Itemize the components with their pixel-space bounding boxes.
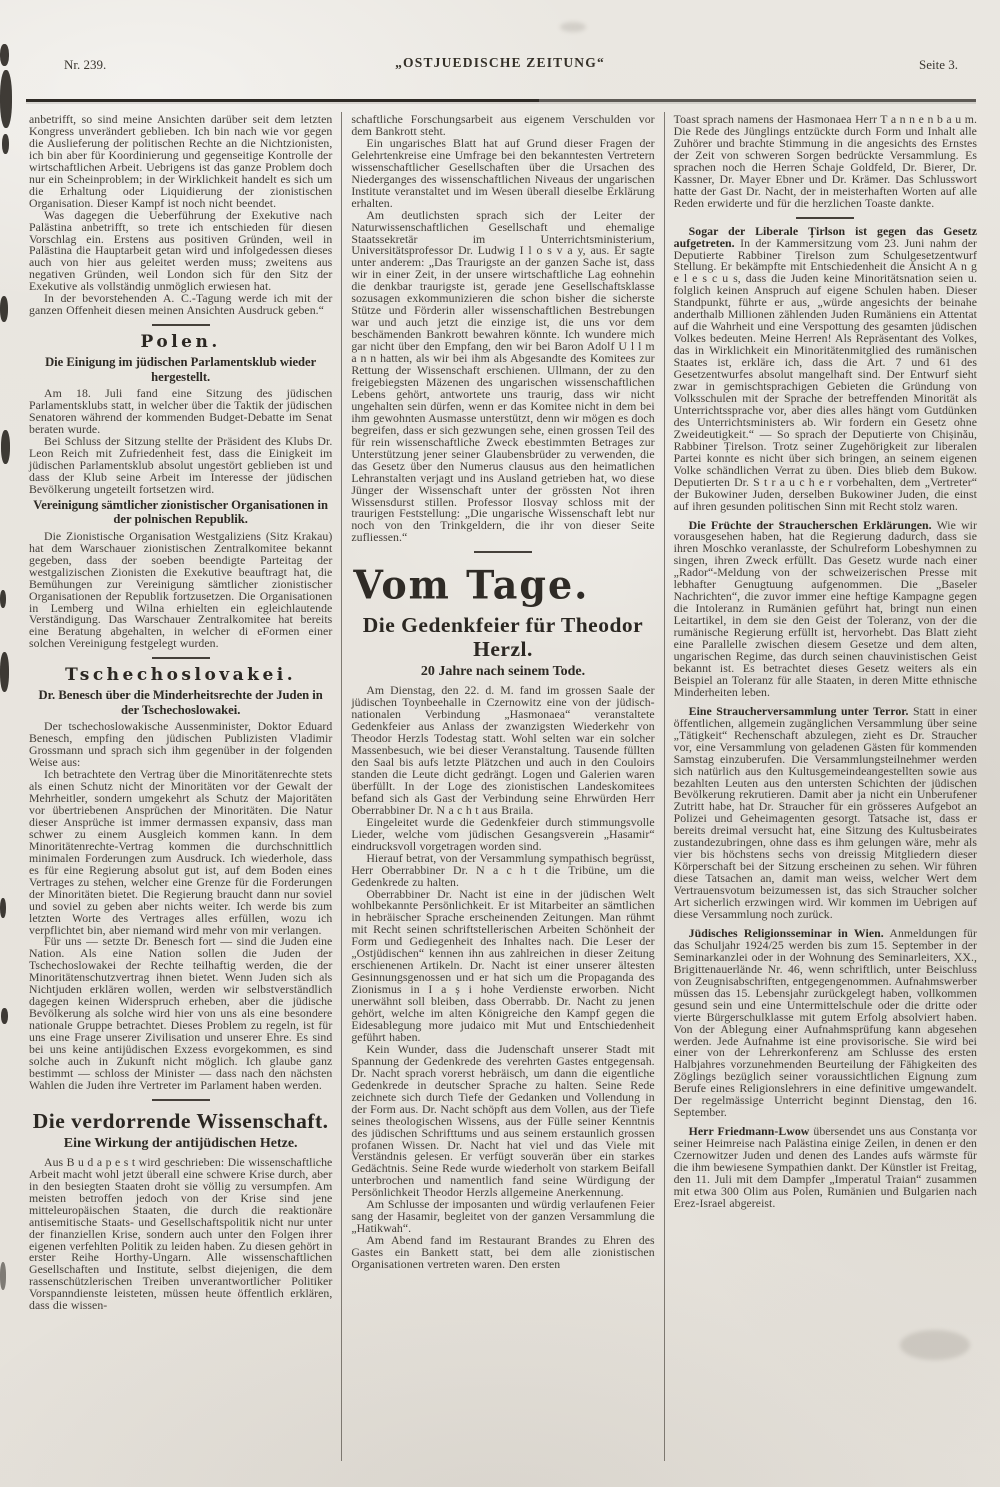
paragraph: Für uns — setzte Dr. Benesch fort — sind die Juden eine Nation. Als eine Nation sollen die Juden der Tschechoslowakei der Rechte teilhaftig werden, die der Minoritätenschutzvertrag ihnen bietet. Wenn Juden sich als Nichtjuden erklären wollen, werden wir selbstverständlich dagegen keinen Widerspruch erheben, aber die jüdische Bevölkerung als solche wird hier von uns als eine besondere nationale Gruppe betrachtet. Dieses Problem zu regeln, ist für uns eine Frage unserer Zivilisation und unserer Ehre. Es sind bei uns keine antijüdischen Exzess evorgekommen, es sind solche auch in Zukunft nicht möglich. Ich glaube ganz bestimmt — schloss der Minister — dass nach den nächsten Wahlen die Juden ihre Vertreter im Parlament haben werden. xyxy=(29,934,333,1092)
section-display-heading: Vom Tage. xyxy=(353,561,590,609)
article-subhead: Dr. Benesch über die Minderheitsrechte der Juden in der Tschechoslowakei. xyxy=(38,688,323,717)
news-item xyxy=(673,703,977,921)
news-item xyxy=(673,517,977,699)
news-item-text: Anmeldungen für das Schuljahr 1924/25 werden bis zum 15. September in der Seminarkanzlei oder in der Wohnung des Seminarleiters, XX., Brigittenauerlände Nr. 46, wenn schriftlich, unter Beischluss von Zeugnisabschriften, entgegengenommen. Aufnahmswerber müssen das 15. Lebensjahr zurückgelegt haben, vollkommen gesund sein und eine Untermittelschule oder die dritte oder vierte Bürgerschulklasse mit gutem Erfolg absolviert haben. Von der Ablegung einer Aufnahmsprüfung kann abgesehen werden. Jede Aufnahme ist eine provisorische. Sie wird bei einer von der Lehrerkonferenz am Schlusse des ersten Halbjahres vorzunehmenden Beurteilung der Fähigkeiten des Zöglings bezüglich seiner voraussichtlichen Eignung zum Berufe eines Religionslehrers in eine definitive umgewandelt. Der regelmässige Unterricht beginnt Dienstag, den 16. September. xyxy=(673,925,977,1120)
paragraph: Toast sprach namens der Hasmonaea Herr T a n n e n b a u m. Die Rede des Jünglings entzückte durch Form und Inhalt alle Zuhörer und brachte Stimmung in die angesichts des Ernstes der Zeit von schweren Sorgen bedrückte Versammlung. Es sprachen noch die Herren Schaje Goldfeld, Dr. Bierer, Dr. Kassner, Dr. Mayer Ebner und Dr. Krämer. Das Schlusswort hatte der Gast Dr. Nacht, der in meisterhaften Worten auf alle Reden erwiderte und für die herzlichen Toaste dankte. xyxy=(673,112,977,210)
scan-artifact xyxy=(2,134,9,154)
section-heading: Tschechoslovakei. xyxy=(65,665,297,686)
scan-artifact xyxy=(0,652,9,692)
issue-number: Nr. 239. xyxy=(64,57,107,72)
news-item-text: Wie wir vorausgesehen haben, hat die Regierung dadurch, dass sie ihren Moschko veranlasste, der Schulreform Lobeshymnen zu singen, ihren Zweck erfüllt. Das Gesetz wurde nach einer „Rador“-Meldung von der schweizerischen Presse mit lebhafter Genugtuung aufgenommen. Die „Baseler Nachrichten“, die zuvor immer eine heftige Kampagne gegen die Intoleranz in Rumänien geführt hat, bringt nun einen Leitartikel, in dem sie den Geist der Toleranz, von der die rumänische Regierung erfüllt ist, hervorhebt. Das Blatt zieht eine Parallelle zwischen diesem Gesetze und dem alten, ungarischen Regime, das durch seinen chauvinistischen Geist bekannt ist. Es betrachtet dieses Gesetz weiters als ein Beispiel an Toleranz für alle Staaten, in deren Mitte ethnische Minderheiten leben. xyxy=(673,517,977,699)
news-item-lead: Eine Straucherversammlung unter Terror. xyxy=(688,703,909,718)
paragraph: Am deutlichsten sprach sich der Leiter der Naturwissenschaftlichen Gesellschaft und ehemalige Staatssekretär im Unterrichtsministerium, Universitätsprofessor Dr. Ludwig I l o s v a y, aus. Er sagte unter anderem: „Das Traurigste an der ganzen Sache ist, dass wir in einer Zeit, in der unsere wirtschaftliche Lag eohnehin die denkbar traurigste ist, gerade jene Gesellschaftsklasse sozusagen exkommunizieren die schon bisher die sicherste Stütze und Förderin aller wissenschaftlichen Bestrebungen war und auch jetzt die einzige ist, die uns vor dem beschämenden Bankrott bewahren könnte. Ich wundere mich gar nicht über den Empfang, den wir bei Baron Adolf U l l m a n n hatten, als wir bei ihm als Abgesandte des Komitees zur Rettung der Wissenschaft erschienen. Ullmann, der zu den freigebiegsten Mäzenen des ungarischen wissenschaftlichen Lebens gehört, antwortete uns traurig, dass wir nicht ungehalten sein dürfen, wenn er das Komitee nicht in dem bei ihm gewohnten Ausmasse unterstützt, denn wir mögen es doch begreifen, dass er sich gezwungen sehe, einen grossen Teil des für rein wissenschaftliche Zweck ebestimmten Betrages zur Unterstützung jener seiner Glaubensbrüder zu verwenden, die das Gesetz über den Numerus clausus aus den heimatlichen Lehranstalten verjagt und ins Ausland getrieben hat, wo diese Jünger der Wissenschaft unter der grössten Not ihren Wissensdurst stillen. Professor Ilosvay schloss mit der traurigen Feststellung: „Die ungarische Wissenschaft lebt nur noch von den Trinkgeldern, die ihr von dieser Seite zufliessen.“ xyxy=(351,207,655,545)
section-divider xyxy=(474,551,532,553)
scan-artifact xyxy=(0,1262,6,1290)
article-subhead: Die Einigung im jüdischen Parlamentsklub wieder hergestellt. xyxy=(45,355,317,384)
paragraph: Was dagegen die Ueberführung der Exekutive nach Palästina anbetrifft, so trete ich entschieden für diesen Vorschlag ein. Erstens aus positiven Gründen, weil in Palästina die Hauptarbeit getan wird und infolgedessen dieses auch von hier aus geleitet werden muss; zweitens aus negativen Gründen, weil London sich für den Sitz der Exekutive als vollständig unmöglich erwiesen hat. xyxy=(29,207,333,294)
columns-container xyxy=(20,112,986,1459)
paragraph: Der tschechoslowakische Aussenminister, Doktor Eduard Benesch, empfing den jüdischen Publizisten Vladimir Grossmann und sprach sich ihm gegenüber in der folgenden Weise aus: xyxy=(29,719,333,770)
article-subhead: Vereinigung sämtlicher zionistischer Organisationen in der polnischen Republik. xyxy=(33,497,329,527)
news-item-lead: Herr Friedmann-Lwow xyxy=(688,1124,810,1139)
news-item xyxy=(674,1126,977,1210)
paragraph: Ich betrachtete den Vertrag über die Minoritätenrechte stets als einen Schutz nicht der Minoritäten vor der Gewalt der Mehrheitler, sondern umgekehrt als Schutz der Majoritäten vor übertriebenen Ansprüchen der Minoritäten. Die Natur dieser Ansprüche ist immer dermassen expansiv, dass man schwer zu einem Ausgleich kommen kann. In dem Minoritätenrechte-Vertrag kommen die durchschnittlich minimalen Forderungen zum Ausdruck. Ich wiederhole, dass es für eine Regierung absolut gut ist, auf dem Boden eines Vertrages zu stehen, welcher eine Grenze für die Forderungen der Minoritäten bietet. Die Regierung braucht dann nur soviel und soviel zu geben aber nichts weiter. Ich werde bis zum letzten Worte des Vertrages alles erfüllen, wozu ich verpflichtet bin, aber niemand wird mehr von mir verlangen. xyxy=(29,767,333,937)
scan-artifact xyxy=(0,44,9,66)
scan-artifact xyxy=(1,1008,8,1024)
page-header xyxy=(0,0,1000,83)
news-item xyxy=(673,223,977,513)
newspaper-column-3 xyxy=(664,112,986,1461)
scan-artifact xyxy=(0,898,6,918)
paragraph: Ein ungarisches Blatt hat auf Grund dieser Fragen der Gelehrtenkreise eine Umfrage bei den bekanntesten Vertretern wissenschaftlicher Gesellschaften über die Ursachen des Niederganges des wissenschaftlichen Niveaus der ungarischen Institute veranstaltet und im Wesen überall dieselbe Erklärung erhalten. xyxy=(351,135,655,210)
article-headline: Die verdorrende Wissenschaft. xyxy=(32,1108,329,1133)
newspaper-column-1 xyxy=(20,112,341,1461)
news-item-text: In der Kammersitzung vom 23. Juni nahm der Deputierte Rabbiner Țirelson zum Schulgesetzentwurf Stellung. Er bekämpfte mit Entschiedenheit die Ansicht A n g e l e s c u s, dass die Juden keine Minoritätsnation seien u. folglich keinen Anspruch auf eigene Schulen haben. Dieser Standpunkt, führte er aus, „würde angesichts der beinahe anderthalb Millionen zählenden Juden Rumäniens ein Attentat auf die Wahrheit und eine Verspottung des gesamten jüdischen Volkes bedeuten. Meine Herren! Als Repräsentant des Volkes, das in Wirklichkeit ein Minoritätenmitglied des rumänischen Staates ist, erkläre ich, dass die Art. 7 und 61 des Gesetzentwurfes absolut mangelhaft sind. Der Entwurf sieht zwar in gemischtsprachigen Gebieten die Gründung von Volksschulen mit der Sprache der betreffenden Minorität als Unterrichtssprache vor, aber dies alles hängt vom Gutdünken des Unterrichtsministers ab. Wir fordern ein Gesetz ohne Zweideutigkeit.“ — So sprach der Deputierte von Chișinău, Rabbiner Țirelson. Trotz seiner Zugehörigkeit zur liberalen Partei konnte es nicht über sich bringen, an seinem eigenen Volke schändlichen Verrat zu üben. Dies blieb dem Bukow. Deputierten Dr. S t r a u c h e r vorbehalten, dem „Vertreter“ der Bukowiner Juden, derselben Bukowiner Juden, die einst auf ihren gesunden politischen Sinn mit Recht stolz waren. xyxy=(673,235,977,513)
paragraph: Am Abend fand im Restaurant Brandes zu Ehren des Gastes ein Bankett statt, bei dem alle zionistischen Organisationen vertreten waren. Den ersten xyxy=(351,1233,655,1272)
paragraph: schaftliche Forschungsarbeit aus eigenem Verschulden vor dem Bankrott steht. xyxy=(351,112,655,138)
section-heading: Polen. xyxy=(140,332,221,353)
newspaper-column-2 xyxy=(341,112,663,1461)
news-item-lead: Sogar der Liberale Țirlson ist gegen das Gesetz aufgetreten. xyxy=(673,223,977,250)
header-rule xyxy=(26,99,976,102)
paragraph: Aus B u d a p e s t wird geschrieben: Die wissenschaftliche Arbeit macht wohl jetzt überall eine schwere Krise durch, aber in den besiegten Staaten droht sie völlig zu versumpfen. Am meisten betroffen jedoch von der Krise sind jene mitteleuropäischen Staaten, die durch die reaktionäre antisemitische Staats- und Gesellschaftspolitik nicht nur unter der finanziellen Krise, sondern auch unter den Folgen ihrer eigenen verfehlten Politik zu leiden haben. Zu diesen gehört in erster Reihe Horthy-Ungarn. Alle wissenschaftlichen Gesellschaften und Institute, selbst diejenigen, die dem rassenschützlerischen Treiben unverantwortlicher Politiker Vorspanndienste leisteten, müssen heute öffentlich erklären, dass die wissen- xyxy=(29,1154,333,1313)
scan-artifact xyxy=(0,296,8,322)
section-divider xyxy=(152,324,210,326)
scan-artifact xyxy=(0,590,6,608)
article-subhead: Eine Wirkung der antijüdischen Hetze. xyxy=(63,1135,298,1151)
paragraph: Am Schlusse der imposanten und würdig verlaufenen Feier sang der Hasamir, begleitet von der ganzen Versammlung die „Hatikwah“. xyxy=(351,1197,655,1236)
news-item xyxy=(673,925,977,1120)
paragraph: Bei Schluss der Sitzung stellte der Präsident des Klubs Dr. Leon Reich mit Zufriedenheit fest, dass die Einigkeit im jüdischen Parlamentsklub absolut ungestört geblieben ist und dass der Klub seine Arbeit im Interesse der jüdischen Bevölkerung ungeteilt fortsetzen wird. xyxy=(29,434,333,496)
paragraph: Oberrabbiner Dr. Nacht ist eine in der jüdischen Welt wohlbekannte Persönlichkeit. Er ist Mitarbeiter an sämtlichen in hebräischer Sprache erscheinenden Zeitungen. Man rühmt mit Recht seinen schriftstellerischen Arbeiten Schönheit der Form und Gediegenheit des Inhaltes nach. Die Leser der „Ostjüdischen“ kennen ihn aus zahlreichen in dieser Zeitung erschienenen Artikeln. Dr. Nacht ist einer unserer ältesten Gesinnungsgenossen und er hat sich um die Propaganda des Zionismus in I a ș i hohe Verdienste erworben. Nicht unerwähnt soll bleiben, dass Oberrabb. Dr. Nacht zu jenen gehört, welche im alten Königreiche den Kampf gegen die Eidesablegung more judaico mit Mut und Entschiedenheit geführt haben. xyxy=(351,886,655,1044)
news-item-text: übersendet uns aus Constanța vor seiner Heimreise nach Palästina einige Zeilen, in denen er den Czernowitzer Juden und denen des Landes aufs wärmste für die ihm bewiesene Sympathien dankt. Der Künstler ist Freitag, den 11. Juli mit dem Dampfer „Imperatul Traian“ zusammen mit etwa 300 Olim aus Polen, Rumänien und Bulgarien nach Erez-Israel abgereist. xyxy=(673,1124,977,1210)
paragraph: Die Zionistische Organisation Westgaliziens (Sitz Krakau) hat dem Warschauer zionistischen Zentralkomitee bekannt gegeben, dass der soeben beendigte Parteitag der westgalizischen Zionisten die Exekutive beauftragt hat, die Bemühungen zur Vereinigung sämtlicher zionistischer Organisationen der Republik fortzusetzen. Die Organisationen in Lemberg und Wilna erhielten ein egleichlautende Verständigung. Das Warschauer Zentralkomitee hat bereits eine Beratung abgehalten, in welcher di eFormen einer solchen Vereinigung festgelegt wurden. xyxy=(29,528,333,651)
scan-smudge xyxy=(560,22,586,32)
news-item-lead: Jüdisches Religionsseminar in Wien. xyxy=(688,925,884,940)
article-headline: Die Gedenkfeier für Theodor Herzl. xyxy=(362,613,644,662)
section-divider xyxy=(152,657,210,659)
news-item-text: Statt in einer öffentlichen, allgemein zugänglichen Versammlung über seine „Tätigkeit“ Rechenschaft abzulegen, zieht es Dr. Straucher vor, eine Versammlung von geladenen Gästen für kommenden Samstag einzuberufen. Die Versammlungsteilnehmer werden sich natürlich aus den Kultusgemeindeangestellten sowie aus bezahlten Leuten aus den untersten Schichten der jüdischen Bevölkerung rekrutieren. Damit aber ja nicht ein Unberufener Zutritt habe, hat Dr. Straucher für ein grösseres Aufgebot an Polizei und Geheimagenten gesorgt. Tatsache ist, dass er bereits dreimal versucht hat, eine Sitzung des Kultusbeirates zustandezubringen, ohne dass es ihm gelungen wäre, mehr als vier bis höchstens sechs von dreissig Mitgliedern dieser Körperschaft bei der Sitzung erscheinen zu sehen. Wir führen diese Tatsachen an, damit man weiss, welcher Wert dem Vertrauensvotum beizumessen ist, das sich Straucher solcher Art sicherlich erzwingen wird. Wir kommen im Uebrigen auf diese Versammlung noch zurück. xyxy=(673,703,977,921)
paragraph: Eingeleitet wurde die Gedenkfeier durch stimmungsvolle Lieder, welche vom jüdischen Gesangsverein „Hasamir“ eindrucksvoll vorgetragen worden sind. xyxy=(351,814,655,853)
paragraph: Am 18. Juli fand eine Sitzung des jüdischen Parlamentsklubs statt, in welcher über die Taktik der jüdischen Senatoren während der kommenden Budget-Debatte im Senat beraten wurde. xyxy=(29,386,333,437)
section-divider xyxy=(152,1099,210,1101)
scan-artifact xyxy=(0,70,12,128)
masthead-title: „OSTJUEDISCHE ZEITUNG“ xyxy=(395,55,605,70)
paragraph: Am Dienstag, den 22. d. M. fand im grossen Saale der jüdischen Toynbeehalle in Czernowitz eine von der jüdisch-nationalen Verbindung „Hasmonaea“ veranstaltete Gedenkfeier aus Anlass der zwanzigsten Wiederkehr von Theodor Herzls Todestag statt. Wohl selten war ein solcher Massenbesuch, wie bei dieser Veranstaltung. Tausende füllten den Saal bis aufs letzte Plätzchen und auch in den Couloirs standen die Leute dicht gedrängt. Logen und Galerien waren überfüllt. In der Loge des zionistischen Landeskomitees befand sich als Gast der Verbindung seine Ehrwürden Herr Oberrabbiner Dr. N a c h t aus Braila. xyxy=(351,683,655,817)
paragraph: Hierauf betrat, von der Versammlung sympathisch begrüsst, Herr Oberrabbiner Dr. N a c h t die Tribüne, um die Gedenkrede zu halten. xyxy=(351,850,655,889)
paragraph: Kein Wunder, dass die Judenschaft unserer Stadt mit Spannung der Gedenkrede des verehrten Gastes entgegensah. Dr. Nacht sprach vorerst hebräisch, um dann die eigentliche Gedenkrede in deutscher Sprache zu halten. Seine Rede zeichnete sich durch Tiefe der Gedanken und Vollendung in der Form aus. Dr. Nacht schöpft aus dem Vollen, aus der Tiefe seines theologischen Wissens, aus der Fülle seiner Kenntnis des jüdischen Schrifttums und aus seinem erstaunlich grossen profanen Wissen. Dr. Nacht hat viel und das Viele mit Verständnis gelesen. Er verfügt souverän über ein starkes Gedächtnis. Seine Rede wurde wiederholt von starkem Beifall unterbrochen und namentlich fand seine Würdigung der Persönlichkeit Theodor Herzls allgemeine Anerkennung. xyxy=(351,1041,655,1200)
paragraph: anbetrifft, so sind meine Ansichten darüber seit dem letzten Kongress unverändert geblieben. Ich bin nach wie vor gegen die Auslieferung der politischen Rechte an die Nichtzionisten, ich bin aber für Koordinierung und gegenseitige Kontrolle der wirtschaftlichen Arbeit. Uebrigens ist das ganze Problem doch nur ein Scheinproblem; in der Wirklichkeit handelt es sich um die Erhaltung oder Liquidierung der zionistischen Organisation. Dieser Kampf ist noch nicht beendet. xyxy=(29,112,333,210)
paragraph: In der bevorstehenden A. C.-Tagung werde ich mit der ganzen Offenheit diesen meinen Ansichten Ausdruck geben.“ xyxy=(29,291,333,318)
section-divider xyxy=(796,217,854,219)
news-item-lead: Die Früchte der Straucherschen Erklärungen. xyxy=(688,517,932,532)
page-number: Seite 3. xyxy=(919,57,958,72)
scan-artifact xyxy=(1,430,10,464)
scan-smudge xyxy=(900,1330,970,1360)
article-subhead: 20 Jahre nach seinem Tode. xyxy=(420,664,586,680)
